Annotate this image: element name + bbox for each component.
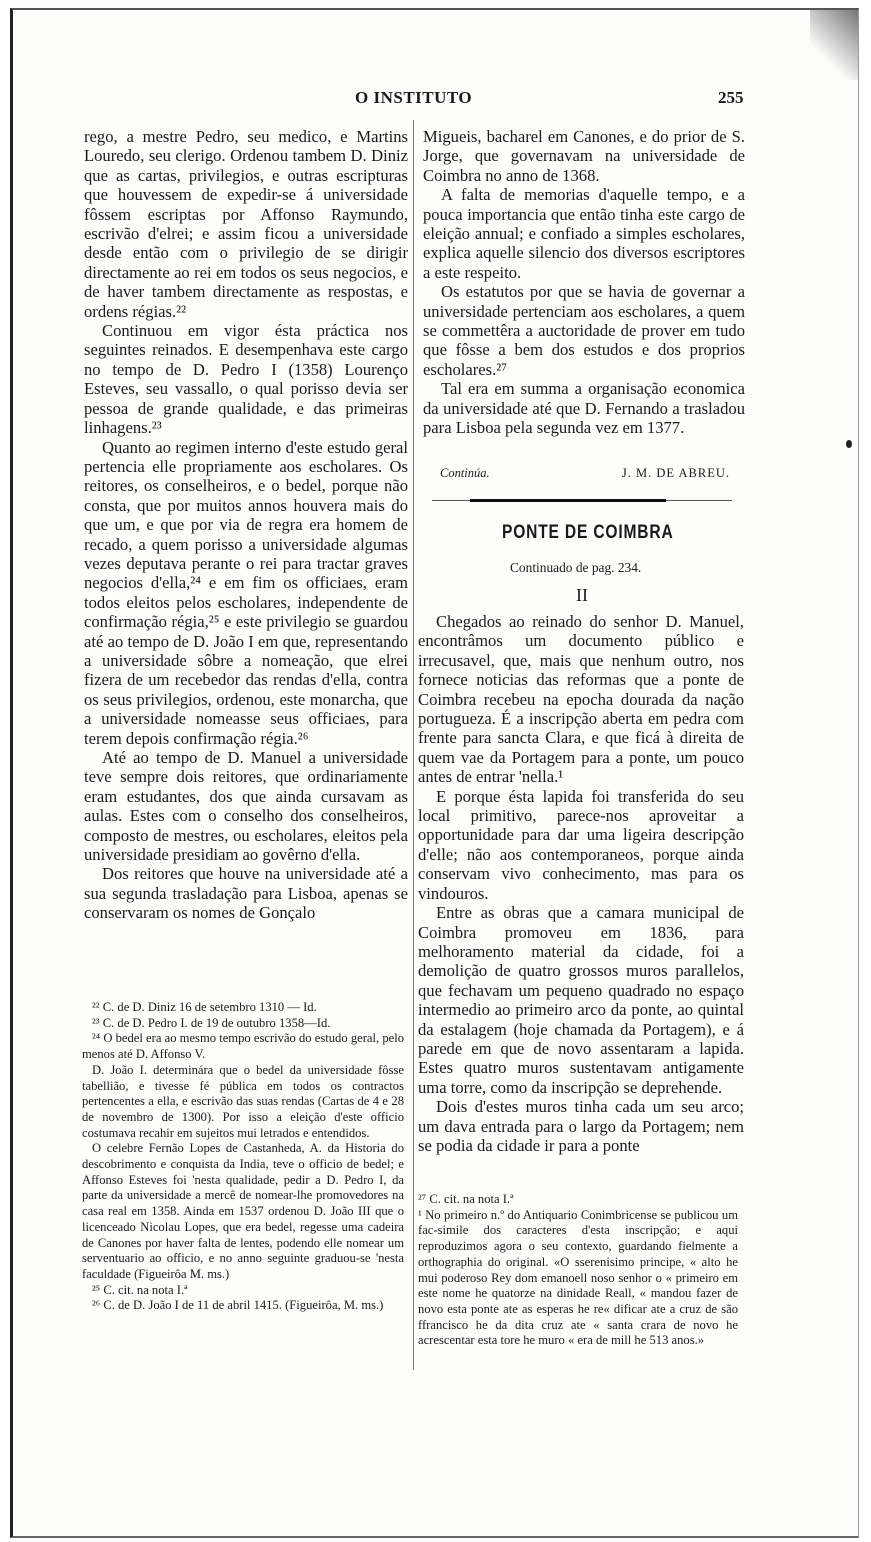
section-rule (470, 499, 666, 502)
ink-spot (846, 440, 852, 448)
footnote: ²⁴ O bedel era ao mesmo tempo escrivão do estudo geral, pelo menos até D. Affonso V. (82, 1031, 404, 1062)
footnote: ²⁵ C. cit. na nota I.ª (92, 1282, 188, 1297)
footnote: ¹ No primeiro n.º do Antiquario Conimbricense se publicou um fac-simile dos caracteres d'esta inscripção; e aqui reproduzimos agora o seu contexto, guardando fielmente a orthographia do original. «O sserenisimo principe, « alto he mui poderoso Rey dom emanoell noso senhor o « primeiro em este nome he quatorze na dinidade Reall, « mandou fazer de novo esta ponte ate as esperas he re« dificar ate a cruz de são ffrancisco he da dita cruz ate « santa crara de novo he acrescentar esta tore he muro « era de mill he 513 anos.» (418, 1207, 738, 1348)
paragraph: Entre as obras que a camara municipal de Coimbra promoveu em 1836, para melhoramento material da cidade, foi a demolição de quatro grossos muros parallelos, que fechavam um pequeno quadrado no espaço intermedio ao primeiro arco da ponte, ao quintal da estalagem (hoje chamada da Portagem), e á parede em que de novo assentaram a lapida. Estes quatro muros sustentavam antigamente uma torre, como da inscripção se deprehende. (418, 903, 744, 1097)
right-column-bottom (418, 612, 744, 1155)
left-column (84, 127, 408, 923)
paragraph: Dois d'estes muros tinha cada um seu arco; um dava entrada para o largo da Portagem; nem se podia da cidade ir para a ponte (418, 1097, 744, 1155)
author-signature: J. M. DE ABREU. (621, 466, 730, 480)
continua-line (440, 466, 730, 481)
paragraph: Quanto ao regimen interno d'este estudo geral pertencia elle propriamente aos escholares. Os reitores, os conselheiros, e o bedel, porque não consta, que por muitos annos houvera mais do que um, e que por via de regra era homem de recado, a quem porisso a universidade algumas vezes deputava perante o rei para tractar graves negocios d'ella,²⁴ e em fim os officiaes, eram todos eleitos pelos escholares, independente de confirmação régia,²⁵ e este privilegio se guardou até ao tempo de D. João I em que, representando a universidade sôbre a nomeação, que elrei fizera de um recebedor das rendas d'ella, contra os seus privilegios, ordenou, este monarcha, que a universidade nomeasse seus officiaes, para terem depois confirmação régia.²⁶ (84, 437, 408, 748)
paragraph: Os estatutos por que se havia de governar a universidade pertenciam aos escholares, a quem se commettêra a auctoridade de prover em tudo que fôsse a bem dos estudos e dos proprios escholares.²⁷ (423, 282, 745, 379)
footnote: O celebre Fernão Lopes de Castanheda, A. da Historia do descobrimento e conquista da India, teve o officio de bedel; e Affonso Esteves foi 'nesta qualidade, pedir a D. Pedro I, da parte da universidade a mercê de nomear-lhe promovedores na casa real em 1358. Ainda em 1537 ordenou D. João III que o licenceado Nicolau Lopes, que era bedel, regesse uma cadeira de Canones por haver falta de lentes, podendo elle nomear um serventuario ao officio, e no anno seguinte graduou-se 'nesta faculdade (Figueirôa M. ms.) (82, 1141, 404, 1281)
running-header-title: O INSTITUTO (355, 88, 473, 107)
section-title: PONTE DE COIMBRA (502, 522, 674, 543)
paragraph: Tal era em summa a organisação economica da universidade até que D. Fernando a trasladou para Lisboa pela segunda vez em 1377. (423, 379, 745, 438)
footnote: ²⁷ C. cit. na nota I.ª (418, 1192, 514, 1206)
footnote: D. João I. determinára que o bedel da universidade fôsse tabellião, e tivesse fé pública em todos os contractos pertencentes a ella, e escrivão das suas rendas (Cartas de 4 e 28 de novembro de 1300). Por isso a eleição d'este officio costumava recahir em sujeitos mui letrados e entendidos. (82, 1062, 404, 1140)
continua-label: Continúa. (440, 466, 490, 480)
right-column-top (423, 127, 745, 438)
paragraph: A falta de memorias d'aquelle tempo, e a pouca importancia que então tinha este cargo de eleição annual; e confiado a simples escholares, explica aquelle silencio dos diversos escriptores a este respeito. (423, 185, 745, 282)
right-footnotes (418, 1192, 738, 1349)
page-number: 255 (718, 88, 744, 107)
scan-corner (810, 10, 858, 80)
footnote: ²⁶ C. de D. João I de 11 de abril 1415. (Figueirôa, M. ms.) (92, 1298, 384, 1313)
paragraph: rego, a mestre Pedro, seu medico, e Martins Louredo, seu clerigo. Ordenou tambem D. Diniz que as cartas, privilegios, e outras escripturas que houvessem de expedir-se á universidade fôssem escriptas por Affonso Raymundo, escrivão d'elrei; e assim ficou a universidade desde então com o privilegio de se dirigir directamente ao rei em todos os seus negocios, e de haver tambem directamente as respostas, e ordens régias.²² (84, 127, 408, 321)
continued-note: Continuado de pag. 234. (510, 560, 642, 575)
footnote: ²³ C. de D. Pedro I. de 19 de outubro 1358—Id. (92, 1015, 331, 1030)
footnote: ²² C. de D. Diniz 16 de setembro 1310 — Id. (92, 1000, 317, 1014)
section-number: II (576, 585, 588, 605)
paragraph: Continuou em vigor ésta práctica nos seguintes reinados. E desempenhava este cargo no tempo de D. Pedro I (1358) Lourenço Esteves, seu vassallo, o qual porisso devia ser pessoa de grande qualidade, e das primeiras linhagens.²³ (84, 321, 408, 438)
paragraph: Migueis, bacharel em Canones, e do prior de S. Jorge, que governavam na universidade de Coimbra no anno de 1368. (423, 127, 745, 185)
paragraph: E porque ésta lapida foi transferida do seu local primitivo, parece-nos aproveitar a opportunidade para dar uma ligeira descripção d'elle; não aos contemporaneos, porque ainda conservam vivo conhecimento, mas para os vindouros. (418, 786, 744, 903)
column-divider (413, 120, 414, 1370)
left-footnotes (82, 1000, 404, 1314)
paragraph: Até ao tempo de D. Manuel a universidade teve sempre dois reitores, que ordinariamente eram estudantes, dos que ainda cursavam as aulas. Estes com o conselho dos conselheiros, composto de mestres, ou escholares, eleitos pela universidade presidiam ao govêrno d'ella. (84, 748, 408, 865)
paragraph: Dos reitores que houve na universidade até a sua segunda trasladação para Lisboa, apenas se conservaram os nomes de Gonçalo (84, 864, 408, 923)
paragraph: Chegados ao reinado do senhor D. Manuel, encontrâmos um documento público e irrecusavel, que, mais que nenhum outro, nos fornece noticias das reformas que a ponte de Coimbra recebeu na epocha dourada da nação portugueza. É a inscripção aberta em pedra com frente para sancta Clara, e que ficá à direita de quem vae da Portagem para a ponte, um pouco antes de entrar 'nella.¹ (418, 612, 744, 787)
